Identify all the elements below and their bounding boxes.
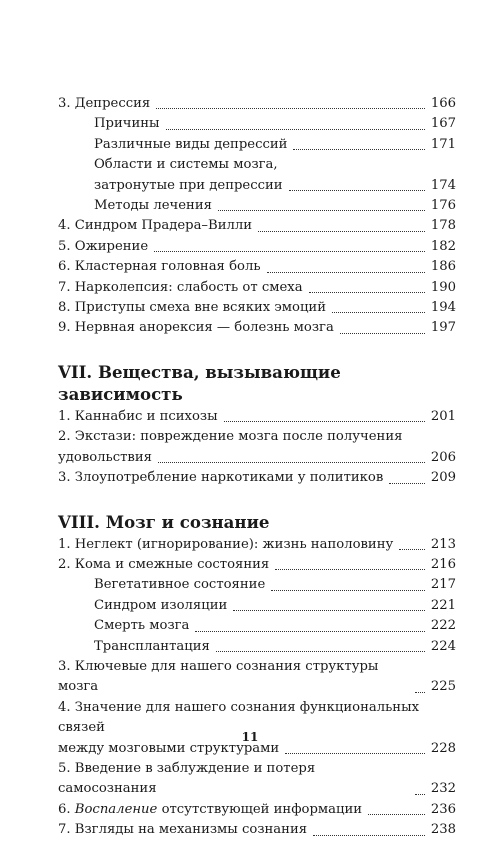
dot-leader xyxy=(195,631,424,632)
toc-entry-label: Смерть мозга xyxy=(94,618,190,634)
toc-subentry[interactable] xyxy=(58,596,456,616)
toc-entry-page: 167 xyxy=(430,116,456,132)
toc-entry-label: 7. Нарколепсия: слабость от смеха xyxy=(58,279,303,295)
dot-leader xyxy=(285,753,425,754)
toc-entry[interactable] xyxy=(58,468,456,488)
toc-entry-page: 224 xyxy=(430,638,456,654)
dot-leader xyxy=(158,462,425,463)
toc-entry[interactable] xyxy=(58,216,456,236)
toc-entry-label: 5. Ожирение xyxy=(58,238,149,254)
toc-entry-label: 3. Ключевые для нашего сознания структуры мозга xyxy=(58,658,379,695)
toc-entry-label: 2. Кома и смежные состояния xyxy=(58,556,270,572)
toc-entry-label: Причины xyxy=(94,116,160,132)
toc-entry-page: 182 xyxy=(430,238,456,254)
toc-entry-page: 171 xyxy=(430,136,456,152)
toc-entry-label: 1. Неглект (игнорирование): жизнь наполовину xyxy=(58,536,394,552)
toc-entry[interactable] xyxy=(58,800,456,820)
section-title[interactable]: VIII. Мозг и сознание xyxy=(58,511,270,532)
toc-entry-page: 178 xyxy=(430,218,456,234)
toc-entry-label: 6. Кластерная головная боль xyxy=(58,259,261,275)
toc-entry-label: затронутые при депрессии xyxy=(94,177,283,193)
dot-leader xyxy=(258,231,425,232)
toc-entry[interactable] xyxy=(58,278,456,298)
toc-entry-page: 217 xyxy=(430,577,456,593)
toc-subentry[interactable] xyxy=(58,114,456,134)
toc-entry-label: между мозговыми структурами xyxy=(58,740,280,756)
toc-entry-label: Различные виды депрессий xyxy=(94,136,288,152)
toc-entry-page: 197 xyxy=(430,320,456,336)
dot-leader xyxy=(154,251,425,252)
toc-entry-page: 225 xyxy=(430,679,456,695)
toc-entry-rest: отсутствующей информации xyxy=(161,801,363,817)
toc-entry-label: 1. Каннабис и психозы xyxy=(58,408,218,424)
toc-entry-number: 6. xyxy=(58,801,71,817)
toc-subentry[interactable] xyxy=(58,176,456,196)
toc-entry-label: 7. Взгляды на механизмы сознания xyxy=(58,822,308,838)
toc-entry-label: 8. Приступы смеха вне всяких эмоций xyxy=(58,300,327,316)
toc-entry[interactable] xyxy=(58,820,456,840)
dot-leader xyxy=(368,814,425,815)
toc-entry-label: 4. Синдром Прадера–Вилли xyxy=(58,218,253,234)
table-of-contents xyxy=(58,94,456,841)
toc-entry-page: 186 xyxy=(430,259,456,275)
toc-entry[interactable] xyxy=(58,448,456,468)
dot-leader xyxy=(275,569,425,570)
dot-leader xyxy=(156,108,425,109)
dot-leader xyxy=(218,210,425,211)
toc-entry-label: 3. Депрессия xyxy=(58,96,151,111)
dot-leader xyxy=(399,549,425,550)
dot-leader xyxy=(224,421,425,422)
toc-entry-page: 222 xyxy=(430,618,456,634)
toc-entry-page: 206 xyxy=(430,449,456,465)
dot-leader xyxy=(332,312,425,313)
dot-leader xyxy=(166,129,425,130)
section-title[interactable]: VII. Вещества, вызывающие зависимость xyxy=(58,361,341,404)
toc-entry[interactable] xyxy=(58,237,456,257)
toc-entry[interactable] xyxy=(58,94,456,114)
toc-entry-label: удовольствия xyxy=(58,449,152,465)
toc-entry-page: 236 xyxy=(430,801,456,817)
toc-entry-italic: Воспаление xyxy=(74,801,158,817)
toc-entry[interactable] xyxy=(58,657,456,698)
toc-entry[interactable] xyxy=(58,407,456,427)
toc-entry-label: Вегетативное состояние xyxy=(94,577,266,593)
dot-leader xyxy=(267,272,425,273)
toc-subentry[interactable] xyxy=(58,135,456,155)
toc-entry[interactable] xyxy=(58,759,456,800)
toc-entry-label: 4. Значение для нашего сознания функциональных связей xyxy=(58,699,420,736)
toc-entry[interactable] xyxy=(58,535,456,555)
toc-entry-label xyxy=(58,800,362,820)
toc-subentry[interactable] xyxy=(58,196,456,216)
toc-entry-label: 2. Экстази: повреждение мозга после получения xyxy=(58,429,403,445)
toc-subentry[interactable] xyxy=(58,637,456,657)
toc-entry-page: 194 xyxy=(430,300,456,316)
toc-entry-label: Трансплантация xyxy=(94,638,210,654)
toc-entry-line1[interactable] xyxy=(58,427,456,447)
toc-entry-label: 9. Нервная анорексия — болезнь мозга xyxy=(58,320,334,336)
toc-subentry[interactable] xyxy=(58,575,456,595)
toc-entry-page: 174 xyxy=(430,177,456,193)
dot-leader xyxy=(415,692,425,693)
dot-leader xyxy=(389,483,425,484)
toc-entry-page: 221 xyxy=(430,597,456,613)
toc-entry-page: 209 xyxy=(430,470,456,486)
dot-leader xyxy=(289,190,425,191)
dot-leader xyxy=(293,149,424,150)
dot-leader xyxy=(233,610,425,611)
toc-entry-page: 201 xyxy=(430,408,456,424)
toc-entry-label: 5. Введение в заблуждение и потеря самосознания xyxy=(58,760,316,797)
toc-entry-page: 238 xyxy=(430,822,456,838)
dot-leader xyxy=(271,590,425,591)
toc-subentry[interactable] xyxy=(58,616,456,636)
dot-leader xyxy=(309,292,425,293)
toc-entry[interactable] xyxy=(58,318,456,338)
toc-entry[interactable] xyxy=(58,257,456,277)
toc-entry-page: 213 xyxy=(430,536,456,552)
toc-entry-page: 190 xyxy=(430,279,456,295)
toc-entry-page: 166 xyxy=(430,96,456,111)
toc-entry-label: Области и системы мозга, xyxy=(94,157,278,173)
toc-entry[interactable] xyxy=(58,298,456,318)
toc-entry[interactable] xyxy=(58,555,456,575)
toc-entry-page: 228 xyxy=(430,740,456,756)
page-number: 11 xyxy=(241,730,259,744)
toc-entry-page: 216 xyxy=(430,556,456,572)
toc-entry-page: 176 xyxy=(430,198,456,214)
toc-entry-label: 3. Злоупотребление наркотиками у политиков xyxy=(58,470,384,486)
dot-leader xyxy=(313,835,425,836)
dot-leader xyxy=(340,333,425,334)
dot-leader xyxy=(216,651,425,652)
toc-entry-page: 232 xyxy=(430,781,456,797)
toc-subentry-line1[interactable] xyxy=(58,155,456,175)
dot-leader xyxy=(415,794,425,795)
toc-entry-label: Синдром изоляции xyxy=(94,597,228,613)
toc-entry-label: Методы лечения xyxy=(94,198,212,214)
